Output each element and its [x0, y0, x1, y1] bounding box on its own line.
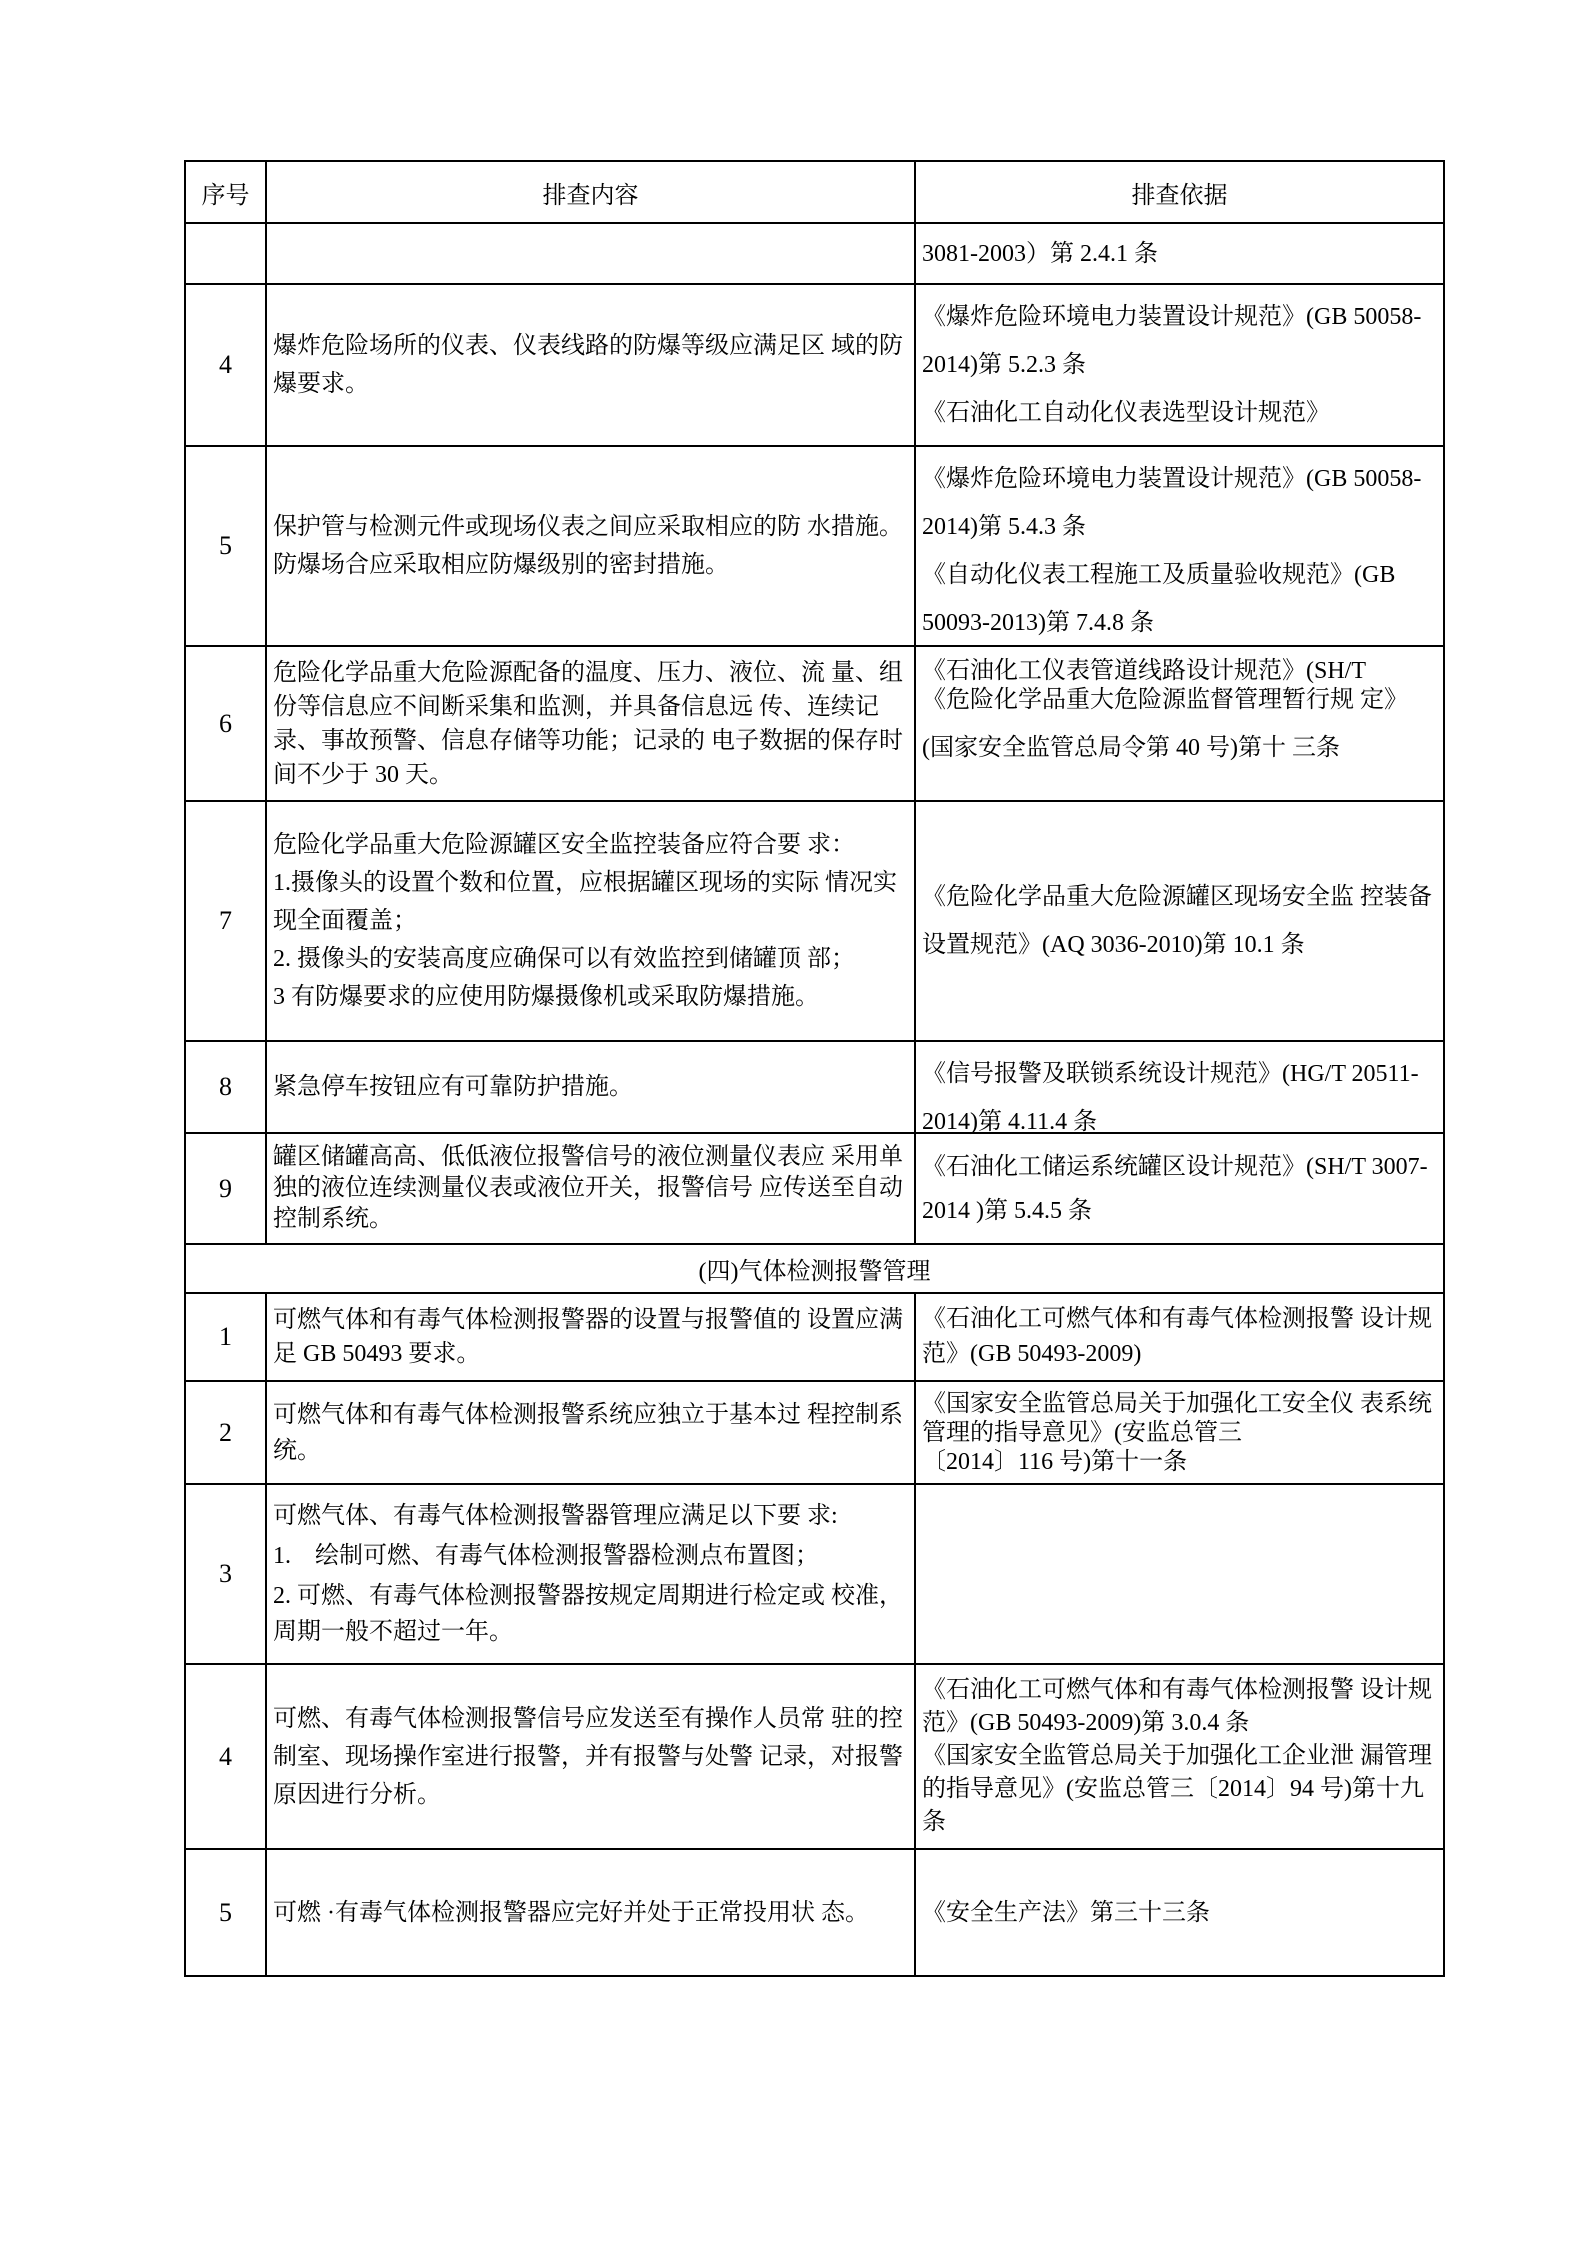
table-row [185, 1381, 1444, 1484]
basis-cell [915, 801, 1444, 1041]
table-row [185, 223, 1444, 284]
paragraph: 可燃、有毒气体检测报警信号应发送至有操作人员常 驻的控制室、现场操作室进行报警，并有报警与处警 记录，对报警原因进行分析。 [273, 1705, 903, 1808]
paragraph: 《石油化工仪表管道线路设计规范》(SH/T [922, 658, 1366, 684]
row-number-cell: 2 [185, 1381, 266, 1484]
paragraph: 罐区储罐高高、低低液位报警信号的液位测量仪表应 采用单独的液位连续测量仪表或液位开关，报警信号 应传送至自动控制系统。 [273, 1144, 903, 1232]
paragraph: 3081-2003）第 2.4.1 条 [922, 240, 1158, 267]
paragraph: 3 有防爆要求的应使用防爆摄像机或采取防爆措施。 [273, 984, 819, 1010]
row-number-cell [185, 223, 266, 284]
inspection-table [184, 160, 1445, 1977]
column-header-basis: 排查依据 [915, 161, 1444, 223]
row-number-cell: 7 [185, 801, 266, 1041]
content-cell [266, 1381, 915, 1484]
paragraph: 可燃气体、有毒气体检测报警器管理应满足以下要 求: [273, 1503, 838, 1529]
paragraph: 《石油化工储运系统罐区设计规范》(SH/T 3007-2014 )第 5.4.5 条 [922, 1153, 1428, 1224]
table-row [185, 284, 1444, 446]
table-row [185, 446, 1444, 646]
basis-cell [915, 1664, 1444, 1849]
paragraph: 危险化学品重大危险源配备的温度、压力、液位、流 量、组份等信息应不间断采集和监测，并具备信息远 传、连续记录、事故预警、信息存储等功能；记录的 电子数据的保存时间不少于 30 天。 [273, 659, 903, 788]
basis-cell [915, 1849, 1444, 1976]
column-header-no: 序号 [185, 161, 266, 223]
paragraph: 《自动化仪表工程施工及质量验收规范》(GB 50093-2013)第 7.4.8 条 [922, 562, 1396, 636]
paragraph: 保护管与检测元件或现场仪表之间应采取相应的防 水措施。防爆场合应采取相应防爆级别的密封措施。 [273, 514, 903, 578]
row-number-cell: 5 [185, 446, 266, 646]
section-header-row [185, 1244, 1444, 1293]
document-page [184, 160, 1443, 1977]
paragraph: 2. 摄像头的安装高度应确保可以有效监控到储罐顶 部； [273, 946, 855, 972]
paragraph: 危险化学品重大危险源罐区安全监控装备应符合要 求： [273, 832, 855, 858]
content-cell [266, 646, 915, 801]
paragraph: 爆炸危险场所的仪表、仪表线路的防爆等级应满足区 域的防爆要求。 [273, 333, 903, 397]
content-cell [266, 801, 915, 1041]
table-row [185, 1293, 1444, 1381]
paragraph: 《安全生产法》第三十三条 [922, 1899, 1210, 1926]
section-title: (四)气体检测报警管理 [185, 1244, 1444, 1293]
table-row [185, 1133, 1444, 1244]
paragraph: 《爆炸危险环境电力装置设计规范》(GB 50058-2014)第 5.4.3 条 [922, 466, 1422, 540]
paragraph: 〔2014〕116 号)第十一条 [922, 1449, 1188, 1475]
paragraph: 《国家安全监管总局关于加强化工安全仪 表系统管理的指导意见》(安监总管三 [922, 1391, 1432, 1446]
table-row [185, 1849, 1444, 1976]
basis-cell [915, 1381, 1444, 1484]
paragraph: 《危险化学品重大危险源监督管理暂行规 定》(国家安全监管总局令第 40 号)第十 三条 [922, 686, 1408, 761]
content-cell [266, 1664, 915, 1849]
row-number-cell: 9 [185, 1133, 266, 1244]
basis-cell [915, 1484, 1444, 1664]
content-cell [266, 1293, 915, 1381]
basis-cell [915, 223, 1444, 284]
row-number-cell: 1 [185, 1293, 266, 1381]
paragraph: 《危险化学品重大危险源罐区现场安全监 控装备设置规范》(AQ 3036-2010)第 10.1 条 [922, 884, 1432, 958]
row-number-cell: 4 [185, 284, 266, 446]
header-row [185, 161, 1444, 223]
paragraph: 《信号报警及联锁系统设计规范》(HG/T 20511-2014)第 4.11.4 条 [922, 1061, 1419, 1135]
content-cell [266, 223, 915, 284]
basis-cell [915, 446, 1444, 684]
basis-cell [915, 1293, 1444, 1381]
paragraph: 可燃气体和有毒气体检测报警器的设置与报警值的 设置应满足 GB 50493 要求。 [273, 1307, 903, 1367]
paragraph: 可燃气体和有毒气体检测报警系统应独立于基本过 程控制系统。 [273, 1401, 903, 1464]
paragraph: 1. 绘制可燃、有毒气体检测报警器检测点布置图； [273, 1543, 819, 1569]
table-row [185, 1484, 1444, 1664]
table-row [185, 801, 1444, 1041]
row-number-cell: 6 [185, 646, 266, 801]
basis-cell [915, 1133, 1444, 1244]
row-number-cell: 5 [185, 1849, 266, 1976]
content-cell [266, 1849, 915, 1976]
paragraph: 《石油化工可燃气体和有毒气体检测报警 设计规范》(GB 50493-2009)第 3.0.4 条 [922, 1677, 1432, 1736]
content-cell [266, 1133, 915, 1244]
paragraph: 紧急停车按钮应有可靠防护措施。 [273, 1074, 633, 1100]
row-number-cell: 3 [185, 1484, 266, 1664]
content-cell [266, 446, 915, 646]
row-number-cell: 8 [185, 1041, 266, 1133]
paragraph: 《石油化工可燃气体和有毒气体检测报警 设计规范》(GB 50493-2009) [922, 1306, 1432, 1367]
table-row [185, 1664, 1444, 1849]
paragraph: 可燃 ·有毒气体检测报警器应完好并处于正常投用状 态。 [273, 1899, 869, 1926]
column-header-content: 排查内容 [266, 161, 915, 223]
basis-cell [915, 284, 1444, 446]
row-number-cell: 4 [185, 1664, 266, 1849]
content-cell [266, 1484, 915, 1664]
paragraph: 《国家安全监管总局关于加强化工企业泄 漏管理的指导意见》(安监总管三〔2014〕94 号)第十九条 [922, 1743, 1432, 1835]
paragraph: 《石油化工自动化仪表选型设计规范》 [922, 400, 1330, 426]
paragraph: 《爆炸危险环境电力装置设计规范》(GB 50058-2014)第 5.2.3 条 [922, 304, 1422, 378]
table-row [185, 1041, 1444, 1133]
paragraph: 1.摄像头的设置个数和位置，应根据罐区现场的实际 情况实现全面覆盖； [273, 870, 897, 934]
content-cell [266, 284, 915, 446]
paragraph: 2. 可燃、有毒气体检测报警器按规定周期进行检定或 校准，周期一般不超过一年。 [273, 1583, 903, 1645]
basis-cell [915, 1041, 1444, 1133]
content-cell [266, 1041, 915, 1133]
